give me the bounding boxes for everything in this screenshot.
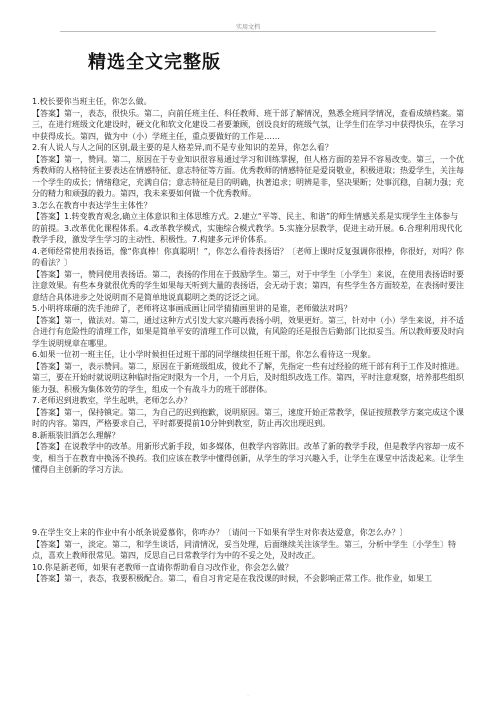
header-divider bbox=[60, 31, 436, 32]
paragraph: 1.校长要你当班主任，你怎么做。 bbox=[32, 97, 152, 106]
paragraph: 6.如果一位初一班主任，让小学时候担任过班干部的同学继续担任班干部，你怎么看待这一现象。 bbox=[32, 350, 376, 359]
qa-section-lower bbox=[32, 527, 466, 585]
paragraph: 【答案】1.转变教育观念,确立主体意识和主体思维方式。2.建立“平等、民主、和谐”的师生情感关系是实现学生主体参与的前提。3.改革优化课程体系。4.改革教学模式，实施综合模式教学。5.实施分层教学，促进主动开展。6.合理利用现代化教学手段，激发学生学习的主动性、积极性。7.构建多元评价体系。 bbox=[32, 212, 463, 244]
document-title: 精选全文完整版 bbox=[88, 52, 221, 73]
paragraph: 【答案】第一，赞同使用表扬语。第二，表扬的作用在于鼓励学生。第三，对于中学生〔小学生〕来说，在使用表扬语时要注意效果。有些本身就很优秀的学生如果每天听到大量的表扬语，会无动于衷；第四，有些学生各方面较差，在表扬时要注意结合具体进步之处说明而不是简单地说真聪明之类的泛泛之词。 bbox=[32, 269, 464, 302]
paragraph: 【答案】第一，保持镇定。第二，为自己的迟到抱歉，说明原因。第三，速度开始正常教学，保证按照教学方案完成这个课时的内容。第四，严格要求自己，平时都要提前10分钟到教室，防止再次出现迟到。 bbox=[32, 407, 464, 428]
paragraph: 7.老师迟到进教室，学生起哄，老师怎么办？ bbox=[32, 396, 192, 405]
paragraph: 5.小明将球砸的洗手池碎了，老师将这事画成画让同学猜猜画里讲的是谁，老师做法对吗？ bbox=[32, 304, 352, 313]
page-header: 实用文档 bbox=[235, 24, 260, 31]
paragraph: 4.老师经常使用表扬语，像“你真棒！你真聪明！”，你怎么看待表扬语？〔老师上课时反复强调你很棒，你很好，对吗？你的看法？〕 bbox=[32, 246, 464, 267]
paragraph: 【答案】第一，表态，我要积极配合。第二，看自习肯定是在我没课的时候，不会影响正常工作。批作业，如果工 bbox=[32, 574, 432, 583]
paragraph: 【答案】第一，做法对。第二，通过这种方式引发大家兴趣再表扬小明，效果更好。第三，针对中（小）学生来说，并不适合进行有危险性的清理工作，如果是简单平安的清理工作可以做，有风险的还是报告后勤部门比拟妥当。所以教师要及时向学生说明规章在哪里。 bbox=[32, 315, 464, 348]
paragraph: 2.有人说人与人之间的区别,最主要的是人格差异,而不是专业知识的差异，你怎么看？ bbox=[32, 143, 333, 152]
paragraph: 【答案】第一，淡定。第二，和学生谈话，同清情况，妥当处理，后面继续关注该学生。第三，分析中学生〔小学生〕特点，喜欢上教师很常见。第四，反思自己日常教学行为中的不妥之处，及时改正。 bbox=[32, 539, 456, 560]
paragraph: 【答案】在说教学中的改革。用新形式新手段，如多媒体，但教学内容陈旧。改革了新的教学手段，但是教学内容却一成不变，相当于在教育中换汤不换药。我们应该在教学中懂得创新，从学生的学习兴趣入手，让学生在课堂中活泼起来。让学生懂得自主创新的学习方法。 bbox=[32, 442, 464, 474]
paragraph: 【答案】第一，表示赞同。第二，原因在于新班级组成，彼此不了解，先指定一些有过经验的班干部有利于工作及时推进。第三，要在开始时就说明这种临时指定时限为一个月，一个月后，及时组织改选工作。第四，平时注意观察，培养那些组织能力强、积极为集体效劳的学生，组成一个有战斗力的班干部群体。 bbox=[32, 361, 464, 394]
paragraph: 8.新瓶装旧酒怎么理解？ bbox=[32, 430, 120, 440]
paragraph: 【答案】第一，赞同。第二，原因在于专业知识很容易通过学习和训练掌握，但人格方面的差异不容易改变。第三，一个优秀教师的人格特征主要表达在情感特征、意志特征等方面。优秀教师的情感特征是爱岗敬业，积极进取；热爱学生，关注每一个学生的成长；情绪稳定，充满自信；意志特征是目的明确，执著追求；明辨是非，坚决果断；处事沉稳，自制力强；充分的精力和顽强的毅力。第四，我未来要如何做一个优秀教师。 bbox=[32, 154, 464, 198]
paragraph: 3.怎么在教育中表达学生主体性？ bbox=[32, 200, 152, 210]
paragraph: 【答案】第一，表态，很快乐。第二，向前任班主任、科任教师、班干部了解情况，熟悉全班同学情况，查看成绩档案。第三，在进行班级文化建设时，硬文化和软文化建设二者要兼顾，创设良好的班级气氛，让学生们在学习中获得快乐，在学习中获得成长。第四，做为中（小）学班主任，重点要做好的工作是…… bbox=[32, 108, 464, 141]
page-footer: . bbox=[247, 692, 249, 698]
paragraph: 9.在学生交上来的作业中有小纸条说爱慕你，你咋办？〔请问一下如果有学生对你表达爱意，你怎么办？〕 bbox=[32, 528, 408, 537]
paragraph: 10.你是新老师，如果有老教师一直请你帮助看自习改作业，你会怎么做？ bbox=[32, 562, 293, 572]
qa-section-upper bbox=[32, 96, 466, 476]
